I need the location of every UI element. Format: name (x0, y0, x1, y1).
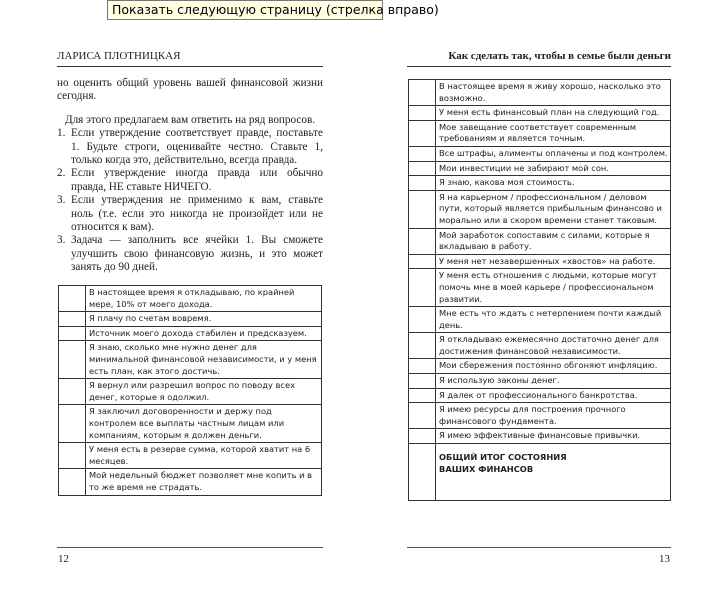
table-row (59, 469, 322, 495)
checkbox-cell[interactable] (59, 312, 86, 327)
statement-cell: Я на карьерном / профессиональном / деловом пути, который является прибыльным финансово и морально или в скором времени станет таковым. (436, 190, 671, 228)
tooltip: Показать следующую страницу (стрелка вправо) (107, 0, 383, 20)
checkbox-cell[interactable] (409, 388, 436, 403)
checkbox-cell[interactable] (59, 326, 86, 341)
table-row (409, 106, 671, 121)
table-row (409, 388, 671, 403)
intro-line: Для этого предлагаем вам ответить на ряд вопросов. (64, 113, 316, 126)
total-box-cell[interactable] (409, 444, 436, 501)
running-head-left: ЛАРИСА ПЛОТНИЦКАЯ (57, 50, 181, 62)
statement-cell: Мои сбережения постоянно обгоняют инфляцию. (436, 359, 671, 374)
checkbox-cell[interactable] (409, 120, 436, 146)
footer-rule-right (407, 547, 671, 548)
statement-cell: Источник моего дохода стабилен и предсказуем. (86, 326, 322, 341)
checkbox-cell[interactable] (59, 443, 86, 469)
checkbox-cell[interactable] (59, 405, 86, 443)
statement-cell: Я знаю, какова моя стоимость. (436, 176, 671, 191)
checkbox-cell[interactable] (409, 403, 436, 429)
page-number-right: 13 (659, 553, 670, 565)
table-row (409, 176, 671, 191)
table-row (409, 80, 671, 106)
checklist-table-left (58, 285, 322, 496)
checkbox-cell[interactable] (59, 286, 86, 312)
statement-cell: Мой заработок сопоставим с силами, которые я вкладываю в работу. (436, 228, 671, 254)
list-item: 3. Задача — заполнить все ячейки 1. Вы сможете улучшить свою финансовую жизнь, и это может занять до 90 дней. (57, 234, 323, 274)
statement-cell: Мой недельный бюджет позволяет мне копить и в то же время не страдать. (86, 469, 322, 495)
checkbox-cell[interactable] (59, 469, 86, 495)
statement-cell: Мне есть что ждать с нетерпением почти каждый день. (436, 307, 671, 333)
statement-cell: Я далек от профессионального банкротства. (436, 388, 671, 403)
statement-cell: Все штрафы, алименты оплачены и под контролем. (436, 146, 671, 161)
running-head-right: Как сделать так, чтобы в семье были деньги (448, 50, 671, 62)
total-row (409, 444, 671, 501)
checkbox-cell[interactable] (409, 80, 436, 106)
statement-cell: У меня есть в резерве сумма, которой хватит на 6 месяцев. (86, 443, 322, 469)
table-row (409, 429, 671, 444)
header-rule-right (407, 66, 671, 67)
statement-cell: Я имею эффективные финансовые привычки. (436, 429, 671, 444)
checkbox-cell[interactable] (59, 379, 86, 405)
checkbox-cell[interactable] (409, 176, 436, 191)
checklist-table-right (408, 79, 671, 501)
statement-cell: У меня есть отношения с людьми, которые могут помочь мне в моей карьере / профессиональном развитии. (436, 269, 671, 307)
checkbox-cell[interactable] (409, 333, 436, 359)
total-cell: ОБЩИЙ ИТОГ СОСТОЯНИЯ ВАШИХ ФИНАНСОВ (436, 444, 671, 501)
checkbox-cell[interactable] (409, 161, 436, 176)
checkbox-cell[interactable] (409, 254, 436, 269)
instruction-list (57, 127, 323, 274)
table-row (409, 228, 671, 254)
table-row (59, 286, 322, 312)
table-row (409, 269, 671, 307)
table-row (59, 405, 322, 443)
table-row (409, 146, 671, 161)
statement-cell: Мое завещание соответствует современным требованиям и является точным. (436, 120, 671, 146)
statement-cell: У меня нет незавершенных «хвостов» на работе. (436, 254, 671, 269)
checkbox-cell[interactable] (409, 190, 436, 228)
checkbox-cell[interactable] (59, 341, 86, 379)
table-row (409, 307, 671, 333)
statement-cell: Я использую законы денег. (436, 374, 671, 389)
table-row (59, 379, 322, 405)
statement-cell: Мои инвестиции не забирают мой сон. (436, 161, 671, 176)
table-row (59, 326, 322, 341)
table-row (59, 341, 322, 379)
list-item: 3. Если утверждения не применимо к вам, ставьте ноль (т.е. если это никогда не произойдет или не относится к вам). (57, 194, 323, 234)
statement-cell: Я откладываю ежемесячно достаточно денег для достижения финансовой независимости. (436, 333, 671, 359)
table-row (409, 161, 671, 176)
footer-rule-left (57, 547, 323, 548)
statement-cell: В настоящее время я откладываю, по крайней мере, 10% от моего дохода. (86, 286, 322, 312)
checkbox-cell[interactable] (409, 374, 436, 389)
statement-cell: Я заключил договоренности и держу под контролем все выплаты частным лицам или компаниям, которым я должен деньги. (86, 405, 322, 443)
paragraph: но оценить общий уровень вашей финансовой жизни сегодня. (57, 77, 323, 103)
statement-cell: Я плачу по счетам вовремя. (86, 312, 322, 327)
table-row (409, 190, 671, 228)
checkbox-cell[interactable] (409, 307, 436, 333)
checkbox-cell[interactable] (409, 228, 436, 254)
table-row (59, 443, 322, 469)
checkbox-cell[interactable] (409, 359, 436, 374)
checkbox-cell[interactable] (409, 146, 436, 161)
statement-cell: Я имею ресурсы для построения прочного финансового фундамента. (436, 403, 671, 429)
page-number-left: 12 (58, 553, 69, 565)
statement-cell: У меня есть финансовый план на следующий год. (436, 106, 671, 121)
left-page-body (57, 77, 323, 275)
checkbox-cell[interactable] (409, 106, 436, 121)
statement-cell: Я вернул или разрешил вопрос по поводу всех денег, которые я одолжил. (86, 379, 322, 405)
checkbox-cell[interactable] (409, 269, 436, 307)
table-row (409, 333, 671, 359)
list-item: 1. Если утверждение соответствует правде, поставьте 1. Будьте строги, оценивайте честно. Ставьте 1, только когда это, действительно, всегда правда. (57, 127, 323, 167)
table-row (409, 120, 671, 146)
statement-cell: В настоящее время я живу хорошо, насколько это возможно. (436, 80, 671, 106)
checkbox-cell[interactable] (409, 429, 436, 444)
list-item: 2. Если утверждение иногда правда или обычно правда, НЕ ставьте НИЧЕГО. (57, 167, 323, 193)
header-rule-left (57, 66, 323, 67)
table-row (409, 403, 671, 429)
table-row (409, 374, 671, 389)
table-row (59, 312, 322, 327)
table-row (409, 254, 671, 269)
statement-cell: Я знаю, сколько мне нужно денег для минимальной финансовой независимости, и у меня есть план, как этого достичь. (86, 341, 322, 379)
table-row (409, 359, 671, 374)
